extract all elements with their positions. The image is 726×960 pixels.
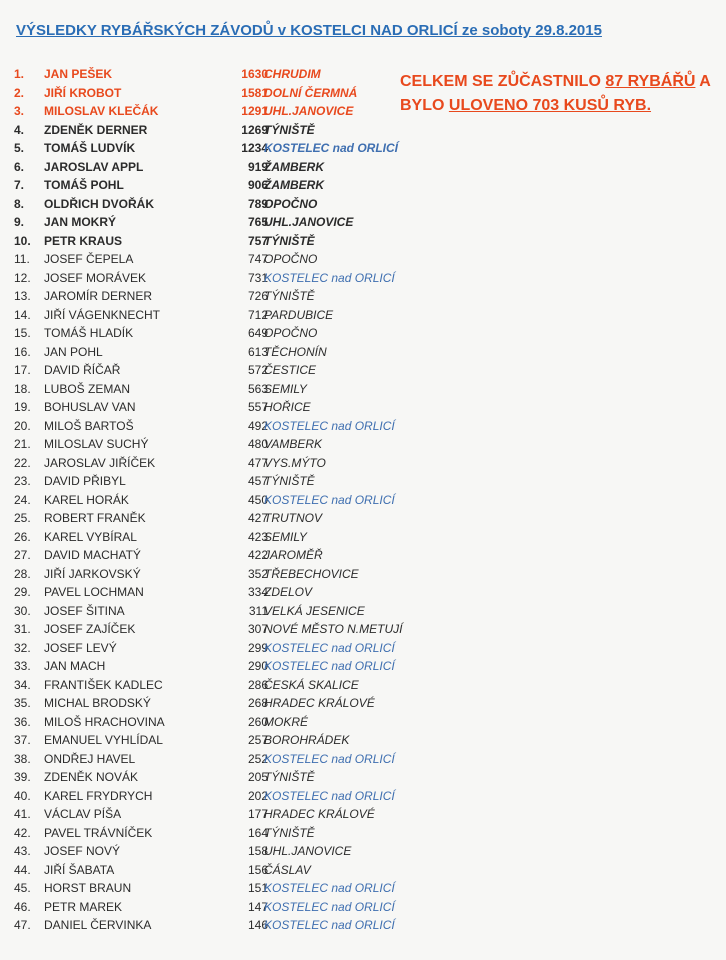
result-row — [0, 620, 403, 639]
result-town: OPOČNO — [264, 326, 318, 340]
result-name: LUBOŠ ZEMAN — [44, 381, 131, 396]
result-town: KOSTELEC nad ORLICÍ — [264, 788, 395, 803]
result-score: 492 — [247, 418, 268, 433]
result-rank: 2. — [14, 85, 25, 100]
result-row — [0, 750, 400, 769]
result-town: ČÁSLAV — [264, 862, 311, 877]
result-rank: 5. — [14, 141, 25, 155]
result-town: ŽAMBERK — [264, 159, 324, 174]
result-rank: 46. — [14, 899, 31, 914]
result-town: HOŘICE — [264, 400, 311, 414]
result-name: MILOŠ HRACHOVINA — [44, 714, 165, 729]
result-name: DAVID ŘÍČAŘ — [44, 363, 121, 377]
result-name: JOSEF ŠITINA — [44, 603, 125, 618]
result-town: VAMBERK — [264, 437, 323, 451]
result-row — [0, 657, 400, 676]
result-row — [0, 398, 400, 417]
result-town: TÝNIŠTĚ — [264, 474, 315, 488]
result-town: KOSTELEC nad ORLICÍ — [264, 881, 395, 895]
result-row — [0, 676, 400, 695]
result-town: JAROMĚŘ — [264, 548, 323, 562]
result-rank: 4. — [14, 122, 25, 137]
result-row — [0, 454, 400, 473]
result-name: JAROSLAV APPL — [44, 159, 144, 174]
result-score: 334 — [247, 585, 268, 599]
result-rank: 38. — [14, 751, 31, 766]
result-town: TÝNIŠTĚ — [264, 122, 315, 137]
result-score: 757 — [247, 233, 268, 248]
result-town: VELKÁ JESENICE — [264, 603, 365, 618]
participants-count: 87 RYBÁŘŮ — [605, 73, 696, 90]
result-row — [0, 583, 400, 602]
result-name: KAREL HORÁK — [44, 492, 129, 507]
result-name: MILOSLAV KLEČÁK — [44, 104, 159, 118]
result-row — [0, 139, 400, 158]
page-title: VÝSLEDKY RYBÁŘSKÝCH ZÁVODŮ v KOSTELCI NAD ORLICÍ ze soboty 29.8.2015 — [16, 22, 602, 39]
result-town: OPOČNO — [264, 196, 318, 211]
result-score: 260 — [247, 714, 268, 729]
result-name: JIŘÍ JARKOVSKÝ — [44, 566, 141, 581]
result-name: JAN POHL — [44, 344, 103, 359]
result-town: UHL.JANOVICE — [264, 104, 354, 118]
result-town: OPOČNO — [264, 252, 318, 266]
result-town: TÝNIŠTĚ — [264, 825, 315, 840]
result-town: SEMILY — [264, 529, 307, 544]
result-row — [0, 713, 400, 732]
result-rank: 17. — [14, 363, 31, 377]
result-row — [0, 269, 400, 288]
result-row — [0, 158, 400, 177]
result-rank: 1. — [14, 67, 25, 81]
result-row — [0, 639, 400, 658]
result-score: 1269 — [241, 122, 268, 137]
result-name: PAVEL LOCHMAN — [44, 585, 144, 599]
result-name: JOSEF MORÁVEK — [44, 270, 147, 285]
result-score: 156 — [247, 862, 268, 877]
result-row — [0, 380, 400, 399]
result-score: 202 — [247, 788, 268, 803]
result-row — [0, 343, 400, 362]
result-row — [0, 491, 400, 510]
result-row — [0, 546, 400, 565]
result-town: DOLNÍ ČERMNÁ — [264, 85, 358, 100]
result-rank: 18. — [14, 381, 31, 396]
result-rank: 15. — [14, 326, 31, 340]
result-rank: 34. — [14, 677, 31, 692]
result-name: ZDENĚK NOVÁK — [44, 770, 139, 784]
result-rank: 8. — [14, 196, 25, 211]
result-score: 205 — [247, 770, 268, 784]
result-score: 789 — [247, 196, 268, 211]
result-row — [0, 324, 400, 343]
result-score: 1581 — [241, 85, 268, 100]
result-town: KOSTELEC nad ORLICÍ — [264, 270, 395, 285]
result-rank: 45. — [14, 881, 31, 895]
result-score: 450 — [247, 492, 268, 507]
result-town: SEMILY — [264, 381, 307, 396]
result-score: 422 — [247, 548, 268, 562]
result-row — [0, 602, 400, 621]
result-rank: 30. — [14, 603, 31, 618]
result-name: ONDŘEJ HAVEL — [44, 751, 136, 766]
result-score: 151 — [247, 881, 268, 895]
result-rank: 11. — [14, 252, 30, 266]
result-rank: 33. — [14, 659, 31, 673]
result-name: JOSEF NOVÝ — [44, 844, 121, 858]
result-name: MILOSLAV SUCHÝ — [44, 437, 149, 451]
result-rank: 37. — [14, 733, 31, 747]
result-name: FRANTIŠEK KADLEC — [44, 677, 163, 692]
result-name: OLDŘICH DVOŘÁK — [44, 196, 154, 211]
result-rank: 47. — [14, 918, 31, 932]
summary-text: BYLO — [400, 97, 449, 114]
result-rank: 28. — [14, 566, 31, 581]
result-score: 765 — [247, 215, 268, 229]
result-town: TÝNIŠTĚ — [264, 289, 315, 303]
result-row — [0, 213, 400, 232]
result-score: 477 — [247, 455, 268, 470]
result-score: 146 — [247, 918, 268, 932]
summary-line-2 — [400, 94, 711, 118]
result-row — [0, 879, 400, 898]
result-name: MILOŠ BARTOŠ — [44, 418, 134, 433]
result-score: 311 — [248, 603, 268, 618]
result-town: TRUTNOV — [264, 511, 322, 525]
result-row — [0, 121, 400, 140]
result-row — [0, 102, 400, 121]
result-name: PAVEL TRÁVNÍČEK — [44, 825, 153, 840]
result-rank: 21. — [14, 437, 31, 451]
result-row — [0, 842, 400, 861]
result-name: MICHAL BRODSKÝ — [44, 696, 151, 710]
result-row — [0, 528, 400, 547]
summary-text: A — [695, 73, 711, 90]
result-name: JAN MOKRÝ — [44, 215, 117, 229]
result-score: 257 — [247, 733, 268, 747]
result-rank: 3. — [14, 104, 25, 118]
result-score: 158 — [247, 844, 268, 858]
result-score: 164 — [247, 825, 268, 840]
result-rank: 32. — [14, 640, 31, 655]
result-rank: 10. — [14, 233, 31, 248]
result-row — [0, 824, 400, 843]
result-score: 747 — [247, 252, 268, 266]
result-town: KOSTELEC nad ORLICÍ — [264, 418, 395, 433]
result-score: 307 — [247, 622, 268, 636]
result-score: 572 — [247, 363, 268, 377]
result-town: ČESKÁ SKALICE — [264, 677, 359, 692]
result-town: KOSTELEC nad ORLICÍ — [264, 141, 399, 155]
result-row — [0, 861, 400, 880]
result-rank: 27. — [14, 548, 31, 562]
result-name: JOSEF ČEPELA — [44, 252, 134, 266]
result-name: BOHUSLAV VAN — [44, 400, 136, 414]
result-score: 427 — [247, 511, 268, 525]
result-row — [0, 84, 400, 103]
result-score: 919 — [247, 159, 268, 174]
result-rank: 43. — [14, 844, 31, 858]
result-score: 480 — [247, 437, 268, 451]
result-row — [0, 731, 400, 750]
result-score: 252 — [247, 751, 268, 766]
result-score: 177 — [247, 807, 268, 821]
result-row — [0, 694, 400, 713]
result-name: EMANUEL VYHLÍDAL — [44, 733, 163, 747]
result-name: PETR MAREK — [44, 899, 123, 914]
result-rank: 14. — [14, 307, 31, 322]
result-town: TŘEBECHOVICE — [264, 566, 359, 581]
result-town: TÝNIŠTĚ — [264, 770, 315, 784]
result-row — [0, 65, 400, 84]
result-town: PARDUBICE — [264, 307, 334, 322]
result-rank: 6. — [14, 159, 25, 174]
result-rank: 16. — [14, 344, 31, 359]
result-town: KOSTELEC nad ORLICÍ — [264, 918, 395, 932]
result-rank: 24. — [14, 492, 31, 507]
result-row — [0, 435, 400, 454]
result-town: KOSTELEC nad ORLICÍ — [264, 751, 395, 766]
result-name: JAROMÍR DERNER — [44, 289, 153, 303]
result-score: 613 — [247, 344, 268, 359]
result-rank: 40. — [14, 788, 31, 803]
result-name: TOMÁŠ HLADÍK — [44, 326, 134, 340]
result-row — [0, 232, 400, 251]
result-rank: 39. — [14, 770, 31, 784]
result-row — [0, 287, 400, 306]
result-row — [0, 787, 400, 806]
result-town: KOSTELEC nad ORLICÍ — [264, 899, 395, 914]
result-row — [0, 805, 400, 824]
result-town: ŽAMBERK — [264, 178, 324, 192]
result-name: DAVID PŘIBYL — [44, 474, 126, 488]
result-name: ROBERT FRANĚK — [44, 511, 146, 525]
summary-note — [400, 70, 711, 118]
result-town: CHRUDIM — [264, 67, 321, 81]
result-town: HRADEC KRÁLOVÉ — [264, 807, 375, 821]
result-score: 1291 — [241, 104, 268, 118]
result-score: 557 — [247, 400, 268, 414]
result-row — [0, 472, 400, 491]
result-score: 286 — [247, 677, 268, 692]
result-name: PETR KRAUS — [44, 233, 123, 248]
result-town: VYS.MÝTO — [264, 455, 326, 470]
result-name: DAVID MACHATÝ — [44, 548, 141, 562]
result-row — [0, 250, 400, 269]
result-row — [0, 916, 400, 935]
result-score: 299 — [247, 640, 268, 655]
result-name: ZDENĚK DERNER — [44, 122, 148, 137]
fish-count: ULOVENO 703 KUSŮ RYB. — [448, 97, 652, 114]
result-score: 726 — [247, 289, 268, 303]
result-score: 563 — [247, 381, 268, 396]
result-name: JAN MACH — [44, 659, 106, 673]
result-town: KOSTELEC nad ORLICÍ — [264, 659, 395, 673]
result-name: JIŘÍ KROBOT — [44, 85, 122, 100]
result-score: 268 — [247, 696, 268, 710]
result-row — [0, 565, 400, 584]
result-town: KOSTELEC nad ORLICÍ — [264, 492, 395, 507]
result-name: JAN PEŠEK — [44, 67, 113, 81]
result-score: 352 — [247, 566, 268, 581]
result-rank: 7. — [14, 178, 25, 192]
result-rank: 23. — [14, 474, 31, 488]
result-name: VÁCLAV PÍŠA — [44, 807, 122, 821]
result-rank: 36. — [14, 714, 31, 729]
result-row — [0, 306, 400, 325]
result-rank: 31. — [14, 622, 31, 636]
result-row — [0, 361, 400, 380]
result-town: TĚCHONÍN — [264, 344, 327, 359]
result-name: HORST BRAUN — [44, 881, 132, 895]
result-score: 1630 — [241, 67, 268, 81]
result-town: TÝNIŠTĚ — [264, 233, 315, 248]
result-rank: 19. — [14, 400, 31, 414]
result-score: 423 — [247, 529, 268, 544]
result-rank: 35. — [14, 696, 31, 710]
result-score: 1234 — [241, 141, 268, 155]
result-rank: 25. — [14, 511, 31, 525]
result-name: TOMÁŠ POHL — [44, 178, 124, 192]
summary-line-1 — [400, 70, 711, 94]
result-name: JOSEF ZAJÍČEK — [44, 622, 136, 636]
result-rank: 13. — [14, 289, 31, 303]
results-list — [0, 65, 403, 935]
result-rank: 41. — [14, 807, 31, 821]
result-rank: 12. — [14, 270, 31, 285]
result-name: JOSEF LEVÝ — [44, 640, 117, 655]
result-name: KAREL VYBÍRAL — [44, 529, 137, 544]
result-row — [0, 176, 400, 195]
result-name: TOMÁŠ LUDVÍK — [44, 141, 136, 155]
summary-text: CELKEM SE ZŮČASTNILO — [400, 73, 606, 90]
result-score: 906 — [247, 178, 268, 192]
result-row — [0, 768, 400, 787]
result-town: BOROHRÁDEK — [264, 733, 350, 747]
result-town: ZDELOV — [264, 585, 313, 599]
result-rank: 9. — [14, 215, 25, 229]
result-town: UHL.JANOVICE — [264, 844, 352, 858]
result-score: 712 — [247, 307, 268, 322]
result-town: UHL.JANOVICE — [264, 215, 354, 229]
result-score: 457 — [247, 474, 268, 488]
result-row — [0, 509, 400, 528]
result-town: MOKRÉ — [264, 714, 309, 729]
result-rank: 29. — [14, 585, 31, 599]
result-town: HRADEC KRÁLOVÉ — [264, 696, 375, 710]
result-rank: 22. — [14, 455, 31, 470]
result-town: NOVÉ MĚSTO N.METUJÍ — [264, 622, 403, 636]
result-score: 731 — [247, 270, 268, 285]
result-row — [0, 195, 400, 214]
result-score: 649 — [247, 326, 268, 340]
result-name: JIŘÍ VÁGENKNECHT — [44, 307, 161, 322]
result-rank: 26. — [14, 529, 31, 544]
result-row — [0, 417, 400, 436]
result-row — [0, 898, 400, 917]
result-score: 147 — [247, 899, 268, 914]
result-name: KAREL FRYDRYCH — [44, 788, 153, 803]
result-town: KOSTELEC nad ORLICÍ — [264, 640, 395, 655]
result-name: JAROSLAV JIŘÍČEK — [44, 455, 156, 470]
result-name: DANIEL ČERVINKA — [44, 918, 152, 932]
result-score: 290 — [247, 659, 268, 673]
result-town: ČESTICE — [264, 363, 317, 377]
result-rank: 42. — [14, 825, 31, 840]
result-name: JIŘÍ ŠABATA — [44, 862, 115, 877]
result-rank: 20. — [14, 418, 31, 433]
result-rank: 44. — [14, 862, 31, 877]
